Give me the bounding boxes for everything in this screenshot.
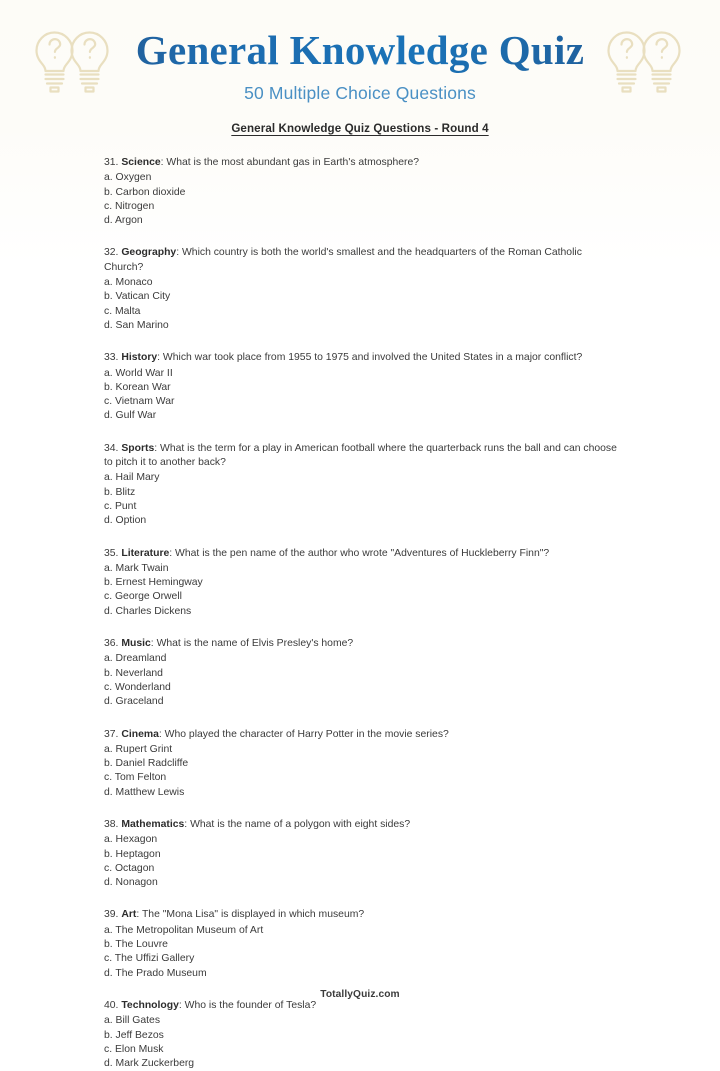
answer-option[interactable]: a. Oxygen	[104, 172, 152, 184]
question-text	[104, 999, 620, 1013]
answer-option[interactable]: b. Neverland	[104, 667, 163, 679]
question-text	[104, 246, 620, 275]
question-category: Music	[121, 638, 151, 650]
answer-option[interactable]: c. Nitrogen	[104, 200, 155, 212]
question-prompt: : Who played the character of Harry Potter in the movie series?	[158, 728, 449, 740]
question-prompt: : What is the name of a polygon with eight sides?	[184, 818, 411, 830]
answer-options	[104, 367, 620, 424]
question-prompt: : The "Mona Lisa" is displayed in which museum?	[136, 909, 365, 921]
answer-option[interactable]: c. Elon Musk	[104, 1043, 164, 1055]
question-text	[104, 442, 620, 471]
answer-options	[104, 743, 620, 800]
answer-option[interactable]: c. Octagon	[104, 862, 155, 874]
question-number: 37.	[104, 728, 119, 740]
question-block	[104, 156, 620, 228]
question-text	[104, 547, 620, 561]
answer-option[interactable]: a. Mark Twain	[104, 562, 169, 574]
answer-option[interactable]: a. Hexagon	[104, 834, 158, 846]
answer-option[interactable]: a. Bill Gates	[104, 1015, 161, 1027]
answer-option[interactable]: d. Charles Dickens	[104, 605, 192, 617]
answer-option[interactable]: b. Heptagon	[104, 848, 161, 860]
answer-option[interactable]: b. Blitz	[104, 486, 136, 498]
answer-option[interactable]: c. Tom Felton	[104, 772, 167, 784]
question-number: 34.	[104, 442, 119, 454]
question-category: Literature	[121, 547, 170, 559]
answer-options	[104, 652, 620, 709]
question-number: 35.	[104, 547, 119, 559]
question-prompt: : Who is the founder of Tesla?	[178, 999, 317, 1011]
answer-option[interactable]: d. Mark Zuckerberg	[104, 1058, 195, 1070]
answer-options	[104, 276, 620, 333]
question-block	[104, 637, 620, 709]
answer-option[interactable]: d. Gulf War	[104, 410, 157, 422]
question-block	[104, 728, 620, 800]
answer-option[interactable]: a. Monaco	[104, 277, 153, 289]
answer-option[interactable]: a. Hail Mary	[104, 472, 160, 484]
question-block	[104, 442, 620, 529]
answer-option[interactable]: c. Wonderland	[104, 681, 171, 693]
answer-option[interactable]: d. The Prado Museum	[104, 967, 207, 979]
answer-option[interactable]: d. Option	[104, 515, 147, 527]
question-text	[104, 728, 620, 742]
question-text	[104, 156, 620, 170]
question-category: History	[121, 352, 158, 364]
answer-option[interactable]: d. Matthew Lewis	[104, 786, 185, 798]
question-category: Cinema	[121, 728, 159, 740]
question-number: 36.	[104, 638, 119, 650]
questions-list	[0, 138, 720, 1071]
round-heading: General Knowledge Quiz Questions - Round 4	[231, 121, 489, 135]
footer-site-name: TotallyQuiz.com	[320, 989, 400, 1000]
answer-option[interactable]: b. Korean War	[104, 381, 171, 393]
question-prompt: : What is the most abundant gas in Earth's atmosphere?	[160, 157, 420, 168]
question-block	[104, 999, 620, 1071]
answer-option[interactable]: c. Vietnam War	[104, 396, 175, 408]
answer-option[interactable]: c. Punt	[104, 500, 137, 512]
question-prompt: : Which country is both the world's smallest and the headquarters of the Roman Catholic Church?	[104, 247, 582, 273]
answer-option[interactable]: c. Malta	[104, 305, 141, 317]
answer-option[interactable]: a. Rupert Grint	[104, 743, 173, 755]
question-number: 38.	[104, 818, 119, 830]
question-block	[104, 908, 620, 980]
answer-option[interactable]: b. Jeff Bezos	[104, 1029, 164, 1041]
answer-options	[104, 171, 620, 228]
answer-option[interactable]: b. Ernest Hemingway	[104, 577, 203, 589]
question-block	[104, 547, 620, 619]
page-header	[0, 0, 720, 138]
answer-options	[104, 833, 620, 890]
answer-option[interactable]: d. Argon	[104, 215, 143, 227]
question-category: Sports	[121, 442, 155, 454]
answer-option[interactable]: b. Carbon dioxide	[104, 186, 186, 198]
question-text	[104, 637, 620, 651]
question-text	[104, 818, 620, 832]
page-title: General Knowledge Quiz	[0, 0, 720, 74]
question-category: Science	[121, 157, 161, 168]
answer-options	[104, 924, 620, 981]
question-prompt: : What is the pen name of the author who wrote "Adventures of Huckleberry Finn"?	[169, 547, 550, 559]
answer-option[interactable]: d. San Marino	[104, 319, 169, 331]
question-number: 39.	[104, 909, 119, 921]
question-block	[104, 351, 620, 423]
question-prompt: : What is the name of Elvis Presley's home?	[150, 638, 354, 650]
answer-option[interactable]: a. The Metropolitan Museum of Art	[104, 924, 264, 936]
answer-option[interactable]: a. World War II	[104, 367, 173, 379]
question-text	[104, 908, 620, 922]
answer-option[interactable]: d. Nonagon	[104, 877, 158, 889]
question-number: 33.	[104, 352, 119, 364]
question-block	[104, 818, 620, 890]
answer-option[interactable]: b. Daniel Radcliffe	[104, 758, 189, 770]
question-block	[104, 246, 620, 333]
question-number: 40.	[104, 999, 119, 1011]
answer-options	[104, 471, 620, 528]
answer-options	[104, 562, 620, 619]
question-number: 32.	[104, 247, 119, 259]
question-number: 31.	[104, 157, 119, 168]
question-category: Art	[121, 909, 137, 921]
answer-option[interactable]: a. Dreamland	[104, 653, 167, 665]
answer-option[interactable]: c. The Uffizi Gallery	[104, 953, 195, 965]
question-text	[104, 351, 620, 365]
answer-option[interactable]: b. Vatican City	[104, 291, 171, 303]
question-category: Geography	[121, 247, 177, 259]
answer-option[interactable]: d. Graceland	[104, 696, 164, 708]
question-prompt: : Which war took place from 1955 to 1975 and involved the United States in a major conflict?	[157, 352, 583, 364]
page-subtitle: 50 Multiple Choice Questions	[244, 82, 476, 103]
answer-option[interactable]: b. The Louvre	[104, 939, 168, 951]
question-category: Mathematics	[121, 818, 185, 830]
question-prompt: : What is the term for a play in American football where the quarterback runs the ball and can choose to pitch it to another back?	[104, 442, 617, 469]
question-category: Technology	[121, 999, 179, 1011]
answer-options	[104, 1014, 620, 1071]
answer-option[interactable]: c. George Orwell	[104, 591, 182, 603]
